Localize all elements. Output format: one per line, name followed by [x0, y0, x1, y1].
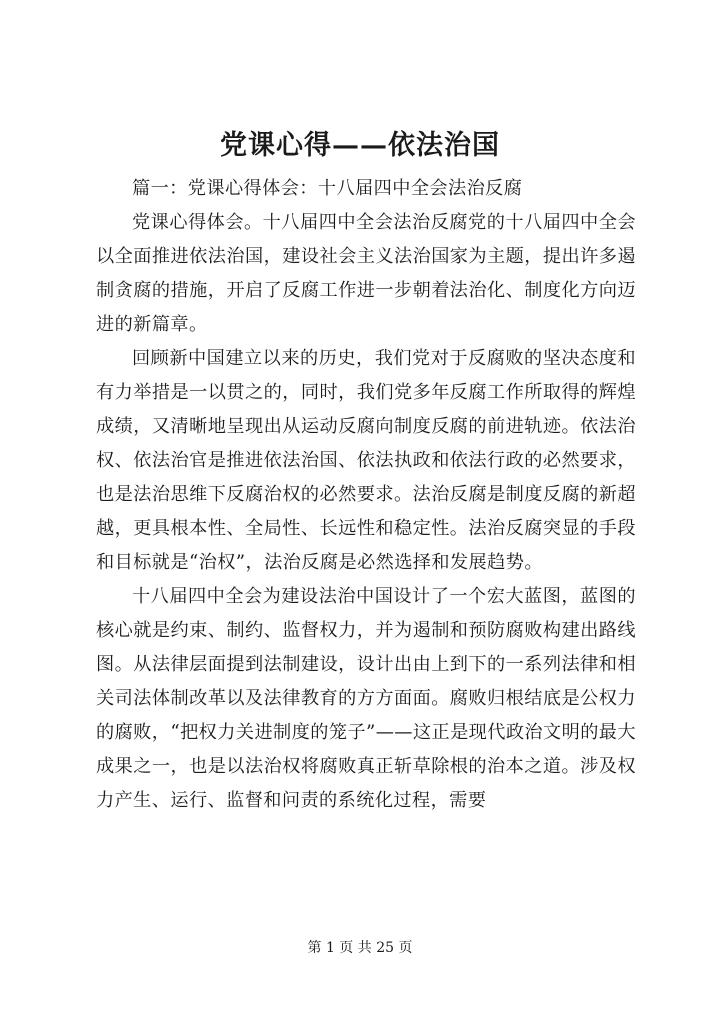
paragraph-1: 党课心得体会。十八届四中全会法治反腐党的十八届四中全会以全面推进依法治国，建设社会主义法治国家为主题，提出许多遏制贪腐的措施，开启了反腐工作进一步朝着法治化、制度化方向迈进的新篇章。 — [96, 212, 636, 335]
paragraph-2: 回顾新中国建立以来的历史，我们党对于反腐败的坚决态度和有力举措是一以贯之的，同时，我们党多年反腐工作所取得的辉煌成绩，又清晰地呈现出从运动反腐向制度反腐的前进轨迹。依法治权、依法治官是推进依法治国、依法执政和依法行政的必然要求，也是法治思维下反腐治权的必然要求。法治反腐是制度反腐的新超越，更具根本性、全局性、长远性和稳定性。法治反腐突显的手段和目标就是“治权”，法治反腐是必然选择和发展趋势。 — [96, 348, 636, 573]
document-subtitle: 篇一：党课心得体会：十八届四中全会法治反腐 — [132, 178, 523, 199]
document-title: 党课心得——依法治国 — [220, 130, 500, 161]
document-body — [96, 172, 636, 818]
paragraph-3: 十八届四中全会为建设法治中国设计了一个宏大蓝图，蓝图的核心就是约束、制约、监督权力，并为遏制和预防腐败构建出路线图。从法律层面提到法制建设，设计出由上到下的一系列法律和相关司法体制改革以及法律教育的方方面面。腐败归根结底是公权力的腐败，“把权力关进制度的笼子”——这正是现代政治文明的最大成果之一，也是以法治权将腐败真正斩草除根的治本之道。涉及权力产生、运行、监督和问责的系统化过程，需要 — [96, 586, 636, 811]
page-number-footer: 第 1 页 共 25 页 — [307, 940, 413, 956]
